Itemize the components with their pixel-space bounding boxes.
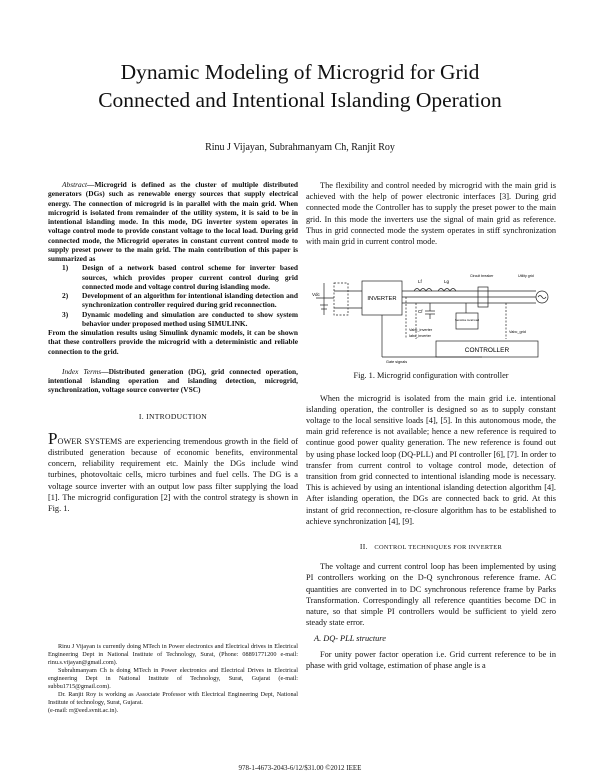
vabc-grid-label: Vabc_grid (509, 330, 526, 335)
footnote: Subrahmanyam Ch is doing MTech in Power electronics and Electrical Drives in Electrical engineering Dept in National Institute of Technology, Surat, Gujarat (e-mail: subbu1715@gmail.com). (48, 667, 298, 690)
intro-heading: I. INTRODUCTION (138, 411, 208, 421)
intro-paragraph (48, 428, 298, 514)
lf-label: Lf (418, 279, 422, 285)
list-item-number: 1) (62, 263, 69, 273)
cf-label: Cf (418, 309, 423, 315)
list-item (48, 291, 298, 310)
grid-label: Utility grid (518, 274, 534, 279)
footnotes (48, 643, 298, 715)
list-item-text: Development of an algorithm for intentional islanding detection and synchronization controller required during grid reconnection. (82, 291, 298, 310)
abstract-conclusion: From the simulation results using Simulink dynamic models, it can be shown that these controllers provide the microgrid with a deterministic and reliable connection to the grid. (48, 328, 298, 356)
gate-signals-label: Gate signals (386, 360, 408, 365)
list-item-text: Design of a network based control scheme for inverter based sources, which provides proper current control during grid connected mode and voltage control during islanding mode. (82, 263, 298, 291)
section-2-heading (306, 541, 556, 553)
load-label: Sensitive local load (455, 318, 479, 323)
vdc-label: Vdc (312, 292, 320, 298)
controller-label: CONTROLLER (464, 347, 510, 355)
footnote: Rinu J Vijayan is currently doing MTech in Power electronics and Electrical drives in Electrical Engineering Dept in National Institute of Technology, Surat, (Phone: 08891771200 e-mail: rinu.s.vijayan@gmail.com). (48, 643, 298, 666)
copyright-footer: 978-1-4673-2043-6/12/$31.00 ©2012 IEEE (238, 764, 362, 772)
list-item (48, 310, 298, 329)
footnote: Dr. Ranjit Roy is working as Associate Professor with Electrical Engineering Dept, National Institute of technology, Surat, Gujarat. (48, 691, 298, 706)
title-line-2: Connected and Intentional Islanding Operation (98, 88, 502, 112)
iabc-inverter-label: Iabc_inverter (409, 334, 431, 339)
contribution-list (48, 263, 298, 328)
microgrid-diagram (306, 253, 556, 365)
inverter-label: INVERTER (367, 296, 397, 303)
abstract-text: —Microgrid is defined as the cluster of multiple distributed generators (DGs) such as renewable energy sources that supply electrical energy. The connection of microgrid is in parallel with the main grid. When microgrid is isolated from remainder of the utility system, it is said to be in intentional islanding mode. In this mode, DG inverter system operates in voltage control mode to provide constant voltage to the local load. During grid connected mode, the Microgrid operates in constant current control mode to supply preset power to the main grid. The main contribution of this paper is summarized as (48, 180, 298, 263)
footnote: (e-mail: rr@eed.svnit.ac.in). (48, 707, 119, 714)
intro-lead: OWER SYSTEMS (57, 436, 123, 446)
paragraph: The voltage and current control loop has been implemented by using PI controllers working on the D-Q synchronous reference frame. AC quantities are converted in to DC synchronous reference frame by Parks Transformation. Correspondingly all reference quantities become DC in nature, so that simple PI controllers would be sufficient to yield zero steady state error. (306, 562, 556, 628)
paragraph: The flexibility and control needed by microgrid with the main grid is achieved with the help of power electronic interfaces [3]. During grid connected mode the Controller has to supply the preset power to the main grid. In this mode the inverters use the signal of main grid as reference. Thus in grid connected mode the system operates in stiff synchronization with main grid in current control mode. (306, 181, 556, 247)
right-column (306, 180, 556, 671)
paragraph: When the microgrid is isolated from the main grid i.e. intentional islanding operation, the controller is designed so as to supply constant voltage to the local sensitive loads [4], [5]. In this autonomous mode, the main grid reference is not available; hence a new reference is required to continue good power quality generation. The new reference is found out by using phase locked loop (DQ-PLL) and PI controller [6], [7]. In order to transfer from current control to voltage control mode, detection of transition from grid connected to intentional islanding mode is necessary. This is achieved by using an intentional islanding detection algorithm [4]. After islanding operation, the DGs are connected back to grid. At this instant of grid reconnection, re-closure algorithm has to be established to achieve synchronization [4], [9]. (306, 393, 556, 526)
left-column (48, 180, 298, 514)
paragraph: For unity power factor operation i.e. Grid current reference to be in phase with grid voltage, estimation of phase angle is a (306, 649, 556, 670)
dropcap: P (48, 428, 58, 448)
index-terms (48, 367, 298, 395)
list-item-text: Dynamic modeling and simulation are conducted to show system behavior under proposed method using SIMULINK. (82, 309, 298, 328)
figure-1 (306, 253, 556, 368)
lg-label: Lg (444, 279, 450, 285)
paper-title (0, 58, 600, 114)
abstract (48, 180, 298, 263)
list-item (48, 263, 298, 291)
index-terms-label: Index Terms (62, 366, 102, 376)
section-title: CONTROL TECHNIQUES FOR INVERTER (374, 544, 503, 552)
list-item-number: 3) (62, 309, 69, 319)
figure-caption: Fig. 1. Microgrid configuration with controller (353, 371, 509, 381)
intro-text: are experiencing tremendous growth in the field of distributed generation because of economic benefits, environmental concern, reliability requirement etc. Mainly the DGs include wind turbines, photovoltaic cells, micro turbines and fuel cells. The DG is a voltage source inverter with an output low pass filter supplying the load [1]. The microgrid configuration [2] with the control strategy is shown in Fig. 1. (48, 436, 298, 513)
subsection-heading: A. DQ- PLL structure (314, 634, 386, 644)
title-line-1: Dynamic Modeling of Microgrid for Grid (120, 60, 480, 84)
breaker-label: Circuit breaker (470, 274, 494, 279)
vabc-inverter-label: Vabc_inverter (409, 328, 433, 333)
section-number: II. (359, 542, 368, 552)
authors: Rinu J Vijayan, Subrahmanyam Ch, Ranjit Roy (205, 142, 395, 153)
list-item-number: 2) (62, 291, 69, 300)
abstract-label: Abstract (62, 180, 88, 189)
index-terms-text: —Distributed generation (DG), grid connected operation, intentional islanding operation and islanding detection, microgrid, synchronization, voltage source converter (VSC) (48, 366, 299, 395)
